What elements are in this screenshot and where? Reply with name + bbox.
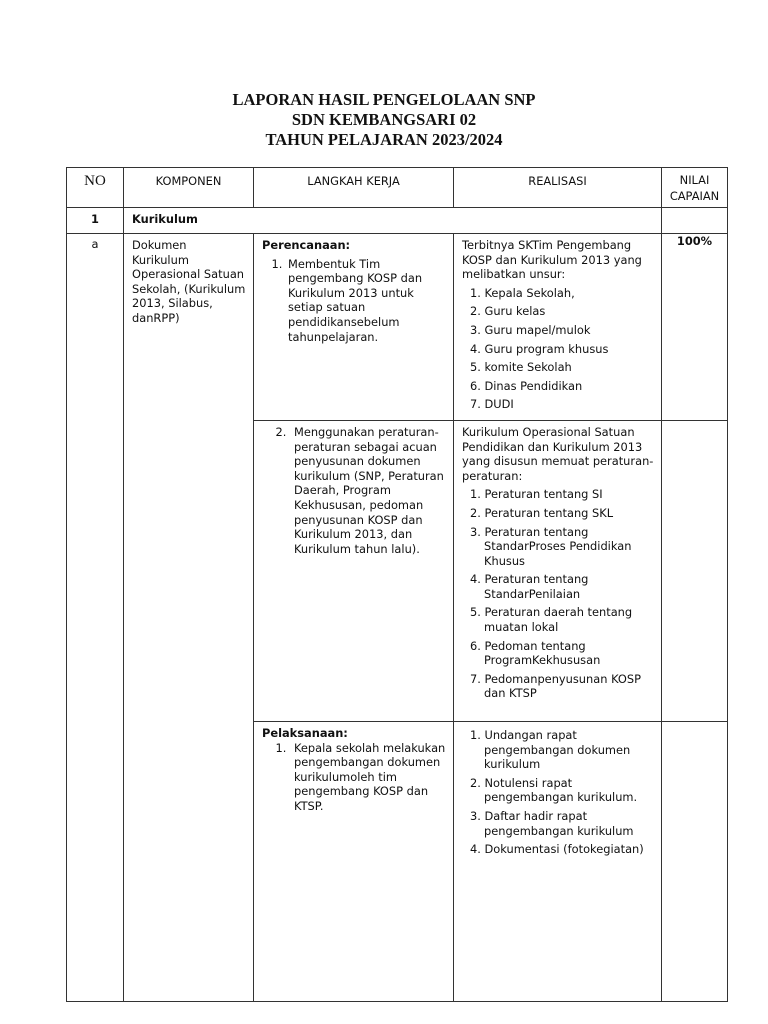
pelaksanaan-cell	[254, 721, 454, 1001]
realisasi-1-item: 7. DUDI	[470, 397, 514, 412]
header-no-cell	[67, 168, 124, 208]
realisasi-1-item: 1. Kepala Sekolah,	[470, 285, 575, 300]
pelaksanaan-heading: Pelaksanaan:	[262, 725, 348, 740]
header-no: NO	[84, 173, 106, 189]
pelaksanaan-realisasi-item: 3. Daftar hadir rapat pengembangan kurikulum	[470, 808, 634, 838]
realisasi-2-item: 7. Pedomanpenyusunan KOSP dan KTSP	[470, 671, 641, 701]
realisasi-1-item: 4. Guru program khusus	[470, 341, 609, 356]
realisasi-2-item: 4. Peraturan tentang StandarPenilaian	[470, 572, 589, 601]
pelaksanaan-list	[262, 741, 447, 814]
realisasi-2-item: 1. Peraturan tentang SI	[470, 487, 603, 502]
row-a-nilai-cell-2	[662, 420, 728, 721]
title-line-3: TAHUN PELAJARAN 2023/2024	[265, 130, 503, 149]
nilai-capaian-value: 100%	[676, 234, 713, 248]
realisasi-1-item: 6. Dinas Pendidikan	[470, 378, 583, 393]
realisasi-2-list	[462, 487, 655, 701]
realisasi-1-item: 5. komite Sekolah	[470, 360, 572, 375]
section-label-cell	[124, 208, 662, 234]
pelaksanaan-realisasi-item: 4. Dokumentasi (fotokegiatan)	[470, 842, 644, 857]
row-a-komponen-cell	[124, 234, 254, 1002]
realisasi-2-item: 5. Peraturan daerah tentang muatan lokal	[470, 605, 633, 635]
perencanaan-step-2: 2. Menggunakan peraturan-peraturan sebagai acuan penyusunan dokumen kurikulum (SNP, Peraturan Daerah, Program Kekhususan, pedoman penyusunan KOSP dan Kurikulum 2013, dan Kurikulum tahun lalu).	[290, 425, 447, 556]
row-a-number-cell	[67, 234, 124, 1002]
title-line-1: LAPORAN HASIL PENGELOLAAN SNP	[232, 90, 536, 109]
realisasi-1-intro-rest: SKTim Pengembang KOSP dan Kurikulum 2013 yang melibatkan unsur:	[462, 238, 642, 282]
realisasi-2-intro: Kurikulum Operasional Satuan Pendidikan dan Kurikulum 2013 yang disusun memuat peraturan-peraturan:	[462, 424, 654, 483]
pelaksanaan-realisasi-item: 1. Undangan rapat pengembangan dokumen kurikulum	[470, 727, 631, 772]
realisasi-2-item: 2. Peraturan tentang SKL	[470, 505, 614, 520]
row-a-komponen: Dokumen Kurikulum Operasional Satuan Sekolah, (Kurikulum 2013, Silabus, danRPP)	[132, 238, 246, 325]
perencanaan-realisasi-1-cell	[454, 234, 662, 421]
section-number-cell	[67, 208, 124, 234]
header-langkah-kerja: LANGKAH KERJA	[307, 174, 400, 188]
perencanaan-heading: Perencanaan:	[262, 238, 351, 252]
header-nilai-line-2: CAPAIAN	[669, 189, 720, 203]
perencanaan-list-2	[262, 425, 447, 556]
realisasi-1-intro	[462, 238, 655, 282]
realisasi-1-item: 3. Guru mapel/mulok	[470, 322, 591, 337]
realisasi-1-intro-bold: Terbitnya	[462, 238, 515, 252]
pelaksanaan-realisasi-item: 2. Notulensi rapat pengembangan kurikulum.	[470, 775, 638, 805]
realisasi-2-item: 6. Pedoman tentang ProgramKekhususan	[470, 638, 601, 668]
pelaksanaan-step-1: 1. Kepala sekolah melakukan pengembangan dokumen kurikulumoleh tim pengembang KOSP dan KTSP.	[290, 741, 447, 814]
row-a-number: a	[91, 237, 99, 251]
header-nilai-cell	[662, 168, 728, 208]
realisasi-1-item: 2. Guru kelas	[470, 304, 546, 319]
pelaksanaan-realisasi-list	[462, 728, 655, 857]
realisasi-2-item: 3. Peraturan tentang StandarProses Pendidikan Khusus	[470, 524, 632, 568]
header-realisasi: REALISASI	[528, 174, 587, 188]
section-nilai-cell	[662, 208, 728, 234]
report-title	[0, 90, 768, 150]
perencanaan-step-1: 1. Membentuk Tim pengembang KOSP dan Kurikulum 2013 untuk setiap satuan pendidikansebelum tahunpelajaran.	[286, 257, 447, 345]
header-langkah-cell	[254, 168, 454, 208]
row-a-nilai-cell-3	[662, 721, 728, 1001]
snp-table	[66, 167, 728, 1002]
header-row	[67, 168, 728, 208]
header-nilai-capaian	[662, 168, 727, 204]
section-label: Kurikulum	[132, 212, 198, 226]
perencanaan-realisasi-2-cell	[454, 420, 662, 721]
perencanaan-step1-cell	[254, 234, 454, 421]
pelaksanaan-realisasi-cell	[454, 721, 662, 1001]
header-komponen: KOMPONEN	[155, 174, 222, 188]
realisasi-1-list	[462, 286, 655, 412]
header-nilai-line-1: NILAI	[679, 173, 710, 187]
section-number: 1	[91, 212, 99, 226]
row-a-perencanaan-1	[67, 234, 728, 421]
header-realisasi-cell	[454, 168, 662, 208]
title-line-2: SDN KEMBANGSARI 02	[291, 110, 477, 129]
header-komponen-cell	[124, 168, 254, 208]
perencanaan-step2-cell	[254, 420, 454, 721]
perencanaan-list	[262, 257, 447, 345]
row-a-nilai-cell	[662, 234, 728, 421]
section-row	[67, 208, 728, 234]
